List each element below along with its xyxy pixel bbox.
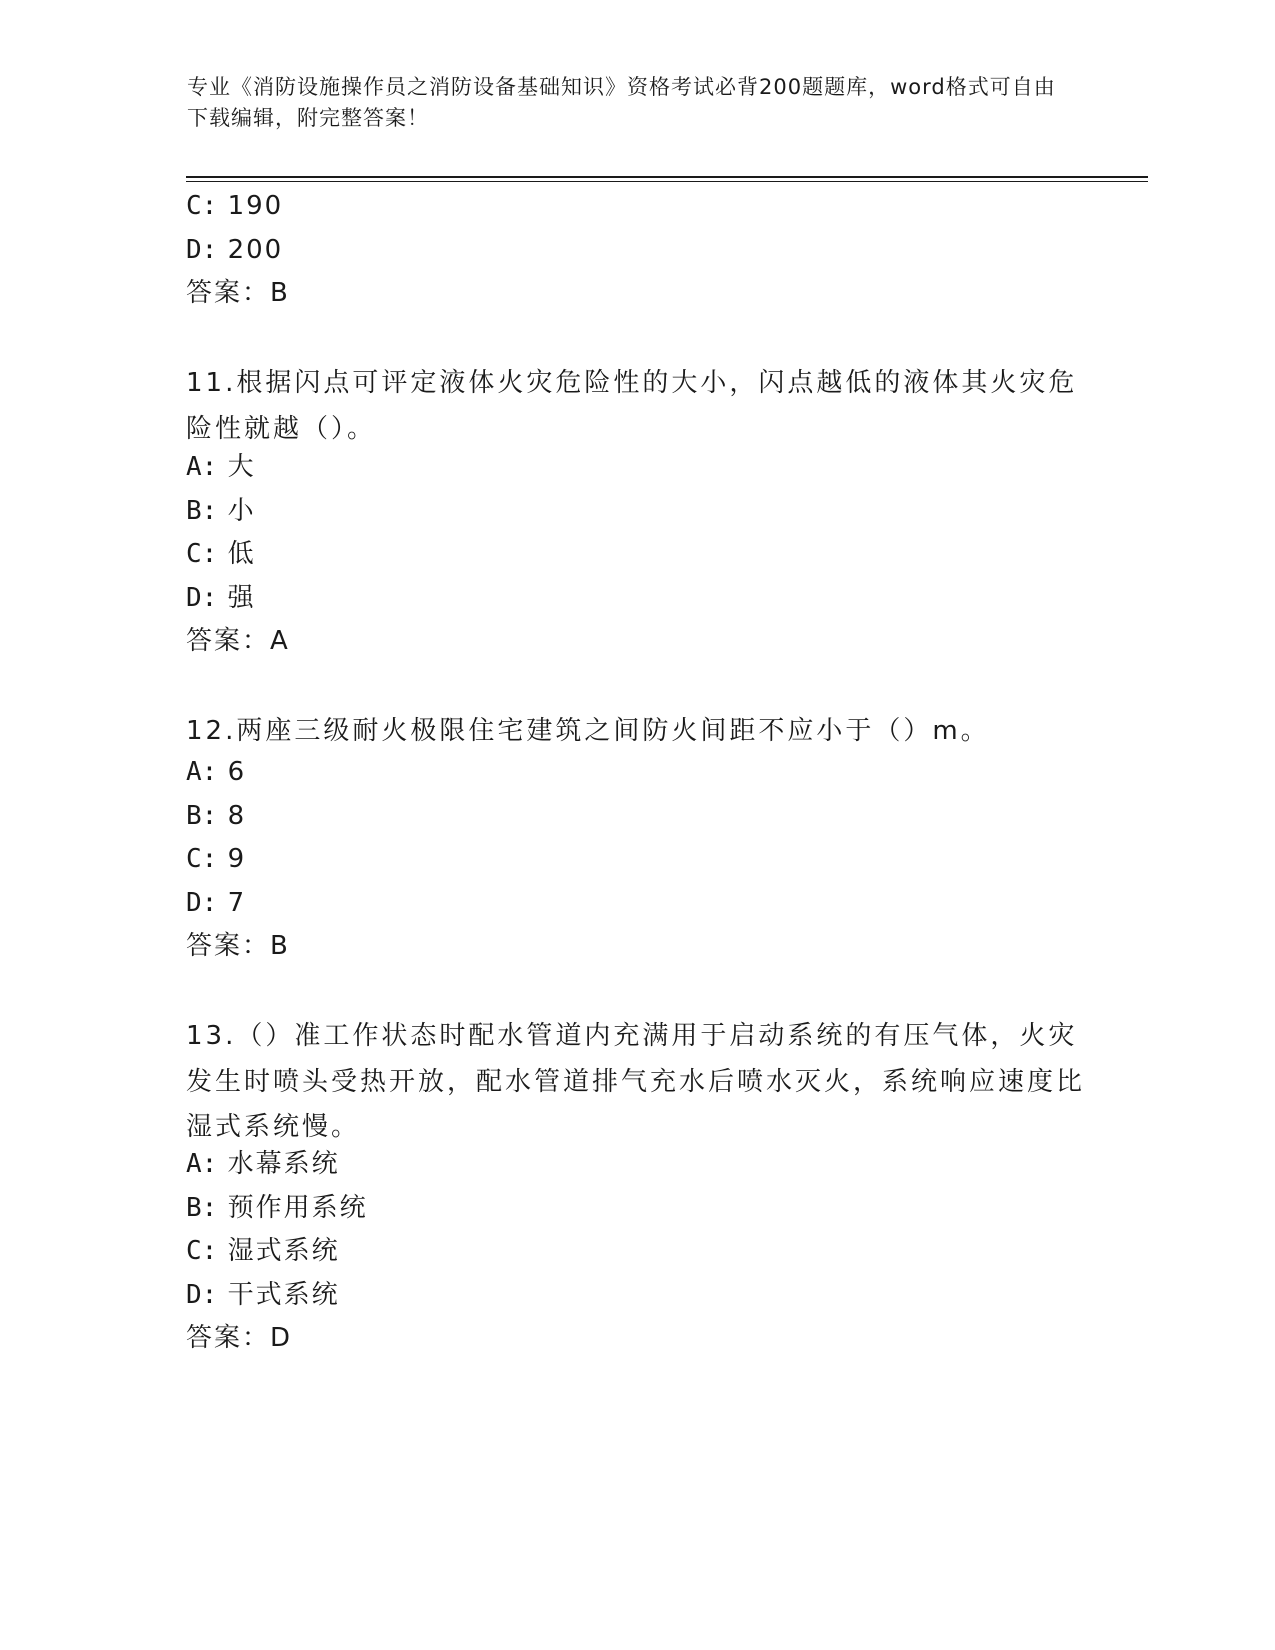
option-line: C: 9 [186, 844, 247, 874]
answer-line: 答案：D [186, 1323, 293, 1353]
answer-line: 答案：A [186, 626, 290, 656]
option-line: B: 小 [186, 496, 256, 526]
option-line: C: 190 [186, 191, 284, 221]
option-line: D: 7 [186, 888, 247, 918]
question-stem: 11.根据闪点可评定液体火灾危险性的大小，闪点越低的液体其火灾危险性就越（）。 [186, 368, 1078, 444]
option-line: C: 湿式系统 [186, 1236, 340, 1266]
answer-line: 答案：B [186, 931, 290, 961]
option-line: C: 低 [186, 539, 256, 569]
option-line: B: 8 [186, 801, 247, 831]
question-stem: 13.（）准工作状态时配水管道内充满用于启动系统的有压气体，火灾发生时喷头受热开放，配水管道排气充水后喷水灭火，系统响应速度比湿式系统慢。 [186, 1021, 1086, 1142]
option-line: D: 200 [186, 235, 284, 265]
option-line: A: 6 [186, 757, 247, 787]
question-stem: 12.两座三级耐火极限住宅建筑之间防火间距不应小于（）m。 [186, 716, 990, 746]
option-line: A: 大 [186, 452, 256, 482]
option-line: B: 预作用系统 [186, 1193, 368, 1223]
document-header: 专业《消防设施操作员之消防设备基础知识》资格考试必背200题题库，word格式可自由下载编辑，附完整答案！ [187, 75, 1056, 130]
answer-line: 答案：B [186, 278, 290, 308]
option-line: D: 强 [186, 583, 256, 613]
option-line: A: 水幕系统 [186, 1149, 340, 1179]
option-line: D: 干式系统 [186, 1280, 340, 1310]
header-divider-thin [186, 181, 1148, 182]
header-divider [186, 176, 1148, 178]
